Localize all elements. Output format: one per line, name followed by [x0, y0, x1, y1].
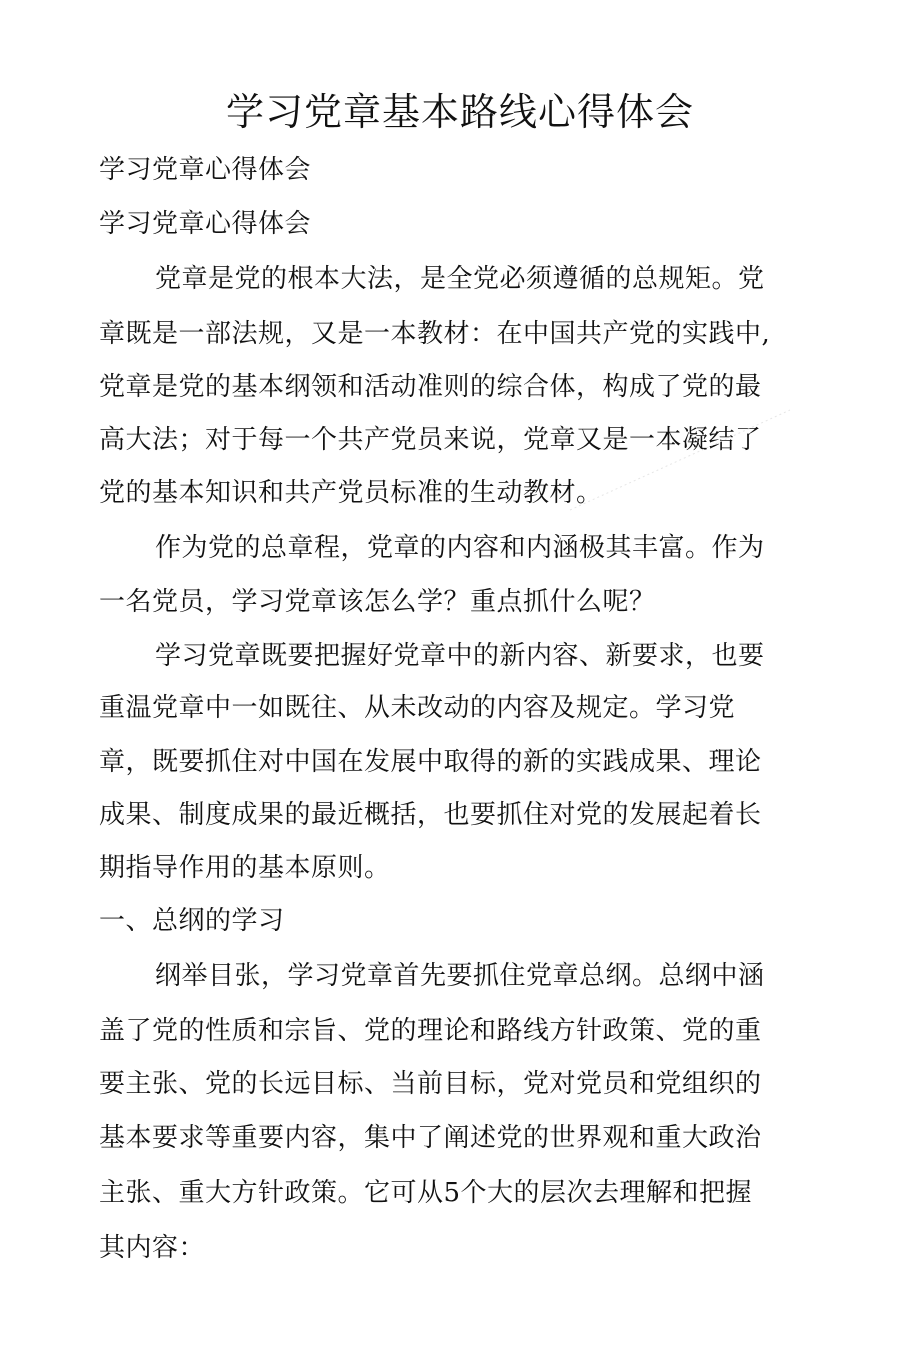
- text-line: 党的基本知识和共产党员标准的生动教材。: [99, 478, 603, 508]
- text-line: 其内容：: [99, 1233, 206, 1263]
- text-line: 学习党章既要把握好党章中的新内容、新要求，也要: [155, 641, 765, 671]
- text-line: 一名党员，学习党章该怎么学？重点抓什么呢？: [99, 587, 656, 617]
- text-line: 党章是党的基本纲领和活动准则的综合体，构成了党的最: [99, 372, 762, 402]
- text-line: 主张、重大方针政策。它可从5个大的层次去理解和把握: [99, 1178, 753, 1208]
- text-line: 要主张、党的长远目标、当前目标，党对党员和党组织的: [99, 1069, 762, 1099]
- text-line: 期指导作用的基本原则。: [99, 853, 391, 883]
- text-line: 重温党章中一如既往、从未改动的内容及规定。学习党: [99, 693, 736, 723]
- text-line: 纲举目张，学习党章首先要抓住党章总纲。总纲中涵: [155, 961, 765, 991]
- text-line: 成果、制度成果的最近概括，也要抓住对党的发展起着长: [99, 800, 762, 830]
- text-line: 党章是党的根本大法，是全党必须遵循的总规矩。党: [155, 264, 765, 294]
- text-line: 章，既要抓住对中国在发展中取得的新的实践成果、理论: [99, 747, 762, 777]
- document-title: 学习党章基本路线心得体会: [225, 90, 694, 134]
- section-heading: 一、总纲的学习: [99, 906, 285, 936]
- text-line: 作为党的总章程，党章的内容和内涵极其丰富。作为: [155, 533, 765, 563]
- subtitle-line: 学习党章心得体会: [99, 209, 312, 239]
- text-line: 盖了党的性质和宗旨、党的理论和路线方针政策、党的重: [99, 1016, 762, 1046]
- text-line: 高大法；对于每一个共产党员来说，党章又是一本凝结了: [99, 425, 762, 455]
- text-line: 章既是一部法规，又是一本教材：在中国共产党的实践中,: [99, 319, 771, 349]
- subtitle-line: 学习党章心得体会: [99, 155, 312, 185]
- text-line: 基本要求等重要内容，集中了阐述党的世界观和重大政治: [99, 1123, 762, 1153]
